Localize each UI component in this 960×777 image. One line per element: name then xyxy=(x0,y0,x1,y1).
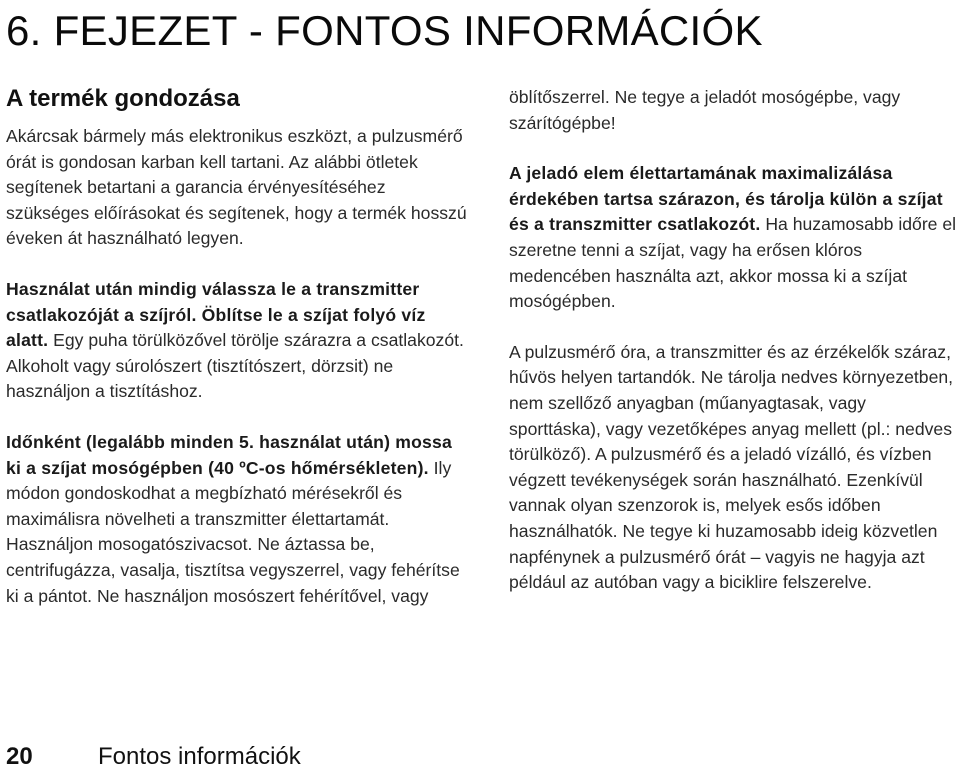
storage-paragraph xyxy=(509,161,959,315)
intro-paragraph: Akárcsak bármely más elektronikus eszközt, a pulzusmérő órát is gondosan karban kell tartani. Az alábbi ötletek segítenek betartani a garancia érvényesítéséhez szükséges előírásokat és segítenek, hogy a termék hosszú éveken át használható legyen. xyxy=(6,126,467,249)
continued-paragraph: öblítőszerrel. Ne tegye a jeladót mosógépbe, vagy szárítógépbe! xyxy=(509,87,901,133)
storage-instruction-bold: A jeladó elem élettartamának maximalizálása érdekében tartsa szárazon, és tárolja külön a szíjat és a transzmitter csatlakozót. xyxy=(509,163,943,235)
conditions-paragraph: A pulzusmérő óra, a transzmitter és az érzékelők száraz, hűvös helyen tartandók. Ne tárolja nedves környezetben, nem szellőző anyagban (műanyagtasak, vagy sporttáska), vagy vezetőképes anyag mellett (pl.: nedves törülköző). A pulzusmérő és a jeladó vízálló, és vízben végzett tevékenységek során használható. Ezenkívül vannak olyan szenzorok is, melyek esős időben használhatók. Ne tegye ki huzamosabb ideig közvetlen napfénynek a pulzusmérő órát – vagyis ne hagyja azt például az autóban vagy a biciklire felszerelve. xyxy=(509,341,954,593)
rinse-paragraph xyxy=(6,277,468,405)
section-heading: A termék gondozása xyxy=(6,85,240,112)
wash-paragraph xyxy=(6,430,468,609)
chapter-title: 6. FEJEZET - FONTOS INFORMÁCIÓK xyxy=(6,7,763,54)
page-footer xyxy=(6,742,301,772)
wash-instruction-bold: Időnként (legalább minden 5. használat után) mossa ki a szíjat mosógépben (40 ºC-os hőmérsékleten). xyxy=(6,431,453,478)
left-column xyxy=(6,84,468,609)
wash-instruction-text: Ily módon gondoskodhat a megbízható mérésekről és maximálisra növelheti a transzmitter élettartamát. Használjon mosogatószivacsot. Ne áztassa be, centrifugázza, vasalja, tisztítsa vegyszerrel, vagy fehérítse ki a pántot. Ne használjon mosószert fehérítővel, vagy xyxy=(6,457,460,606)
rinse-instruction-text: Egy puha törülközővel törölje szárazra a csatlakozót. Alkoholt vagy súrolószert (tisztítószert, dörzsit) ne használjon a tisztításhoz. xyxy=(6,330,464,402)
page-number: 20 xyxy=(6,743,33,770)
rinse-instruction-bold: Használat után mindig válassza le a transzmitter csatlakozóját a szíjról. Öblítse le a szíjat folyó víz alatt. xyxy=(6,278,426,351)
storage-instruction-text: Ha huzamosabb időre el szeretne tenni a szíjat, vagy ha erősen klóros medencében használta azt, akkor mossa ki a szíjat mosógépben. xyxy=(509,214,957,312)
footer-label: Fontos információk xyxy=(98,743,301,770)
right-column xyxy=(509,85,959,596)
